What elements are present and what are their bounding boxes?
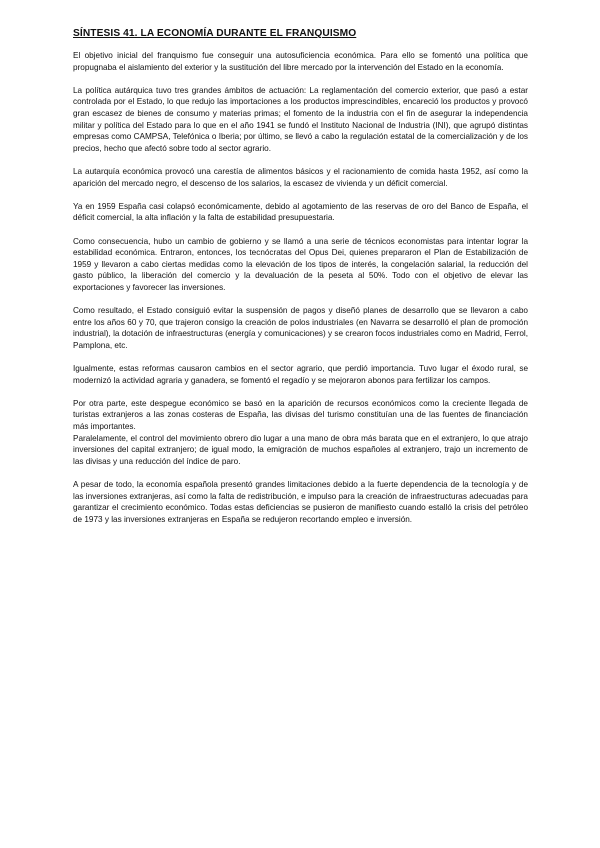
paragraph-development-plans: Como resultado, el Estado consiguió evitar la suspensión de pagos y diseñó planes de desarrollo que se llevaron a cabo entre los años 60 y 70, que trajeron consigo la creación de polos industriales (en Navarra se desarrolló el plan de promoción industrial), la dotación de infraestructuras (energía y comunicaciones) y se crearon focos industriales como en Madrid, Ferrol, Pamplona, etc. [73, 306, 528, 350]
paragraph-autarky-effects: La autarquía económica provocó una carestía de alimentos básicos y el racionamiento de comida hasta 1952, así como la aparición del mercado negro, el descenso de los salarios, la escasez de vivienda y un déficit comercial. [73, 166, 528, 188]
paragraph-tourism: Por otra parte, este despegue económico se basó en la aparición de recursos económicos como la creciente llegada de turistas extranjeros a las zonas costeras de España, las divisas del turismo constituían una de las fuentes de financiación más importantes. [73, 398, 528, 431]
document-page [73, 28, 528, 537]
paragraph-autarky-goal: El objetivo inicial del franquismo fue conseguir una autosuficiencia económica. Para ello se fomentó una política que propugnaba el aislamiento del exterior y la sustitución del libre mercado por la intervención del Estado en la economía. [73, 51, 528, 72]
paragraph-stabilization-plan: Como consecuencia, hubo un cambio de gobierno y se llamó a una serie de técnicos economistas para intentar lograr la estabilidad económica. Entraron, entonces, los tecnócratas del Opus Dei, quienes prepararon el Plan de Estabilización de 1959 y llevaron a cabo ciertas medidas como la elevación de los tipos de interés, la congelación salarial, la reducción del gasto público, la liberación del comercio y la devaluación de la peseta al 50%. Todo con el objetivo de elevar las exportaciones y favorecer las inversiones. [73, 236, 528, 292]
paragraph-limitations: A pesar de todo, la economía española presentó grandes limitaciones debido a la fuerte dependencia de la tecnología y de las inversiones extranjeras, así como la falta de redistribución, e impulso para la creación de infraestructuras adecuadas para garantizar el crecimiento económico. Todas estas deficiencias se pusieron de manifiesto cuando estalló la crisis del petróleo de 1973 y las inversiones extranjeras en España se redujeron recortando empleo e inversión. [73, 479, 528, 524]
document-title: SÍNTESIS 41. LA ECONOMÍA DURANTE EL FRANQUISMO [73, 28, 357, 39]
paragraph-1959-collapse: Ya en 1959 España casi colapsó económicamente, debido al agotamiento de las reservas de oro del Banco de España, el déficit comercial, la alta inflación y la falta de estabilidad presupuestaria. [73, 201, 528, 223]
paragraph-autarky-policy: La política autárquica tuvo tres grandes ámbitos de actuación: La reglamentación del comercio exterior, que pasó a estar controlada por el Estado, lo que redujo las importaciones a los productos imprescindibles, encareció los productos y provocó gran escasez de bienes de consumo y materias primas; el fomento de la industria con el fin de asegurar la independencia militar y política del Estado para lo que en el año 1941 se fundó el Instituto Nacional de Industria (INI), que agrupó distintas empresas como CAMPSA, Telefónica o Iberia; por último, se llevó a cabo la regulación estatal de la comercialización y de los precios, hecho que afectó sobre todo al sector agrario. [73, 85, 528, 153]
paragraph-emigration: Paralelamente, el control del movimiento obrero dio lugar a una mano de obra más barata que en el extranjero, lo que atrajo inversiones del capital extranjero; de igual modo, la emigración de muchos españoles al extranjero, trajo un incremento de las divisas y una reducción del índice de paro. [73, 433, 528, 466]
paragraph-agrarian-changes: Igualmente, estas reformas causaron cambios en el sector agrario, que perdió importancia. Tuvo lugar el éxodo rural, se modernizó la actividad agraria y ganadera, se fomentó el regadío y se mejoraron abonos para fertilizar los campos. [73, 364, 528, 385]
